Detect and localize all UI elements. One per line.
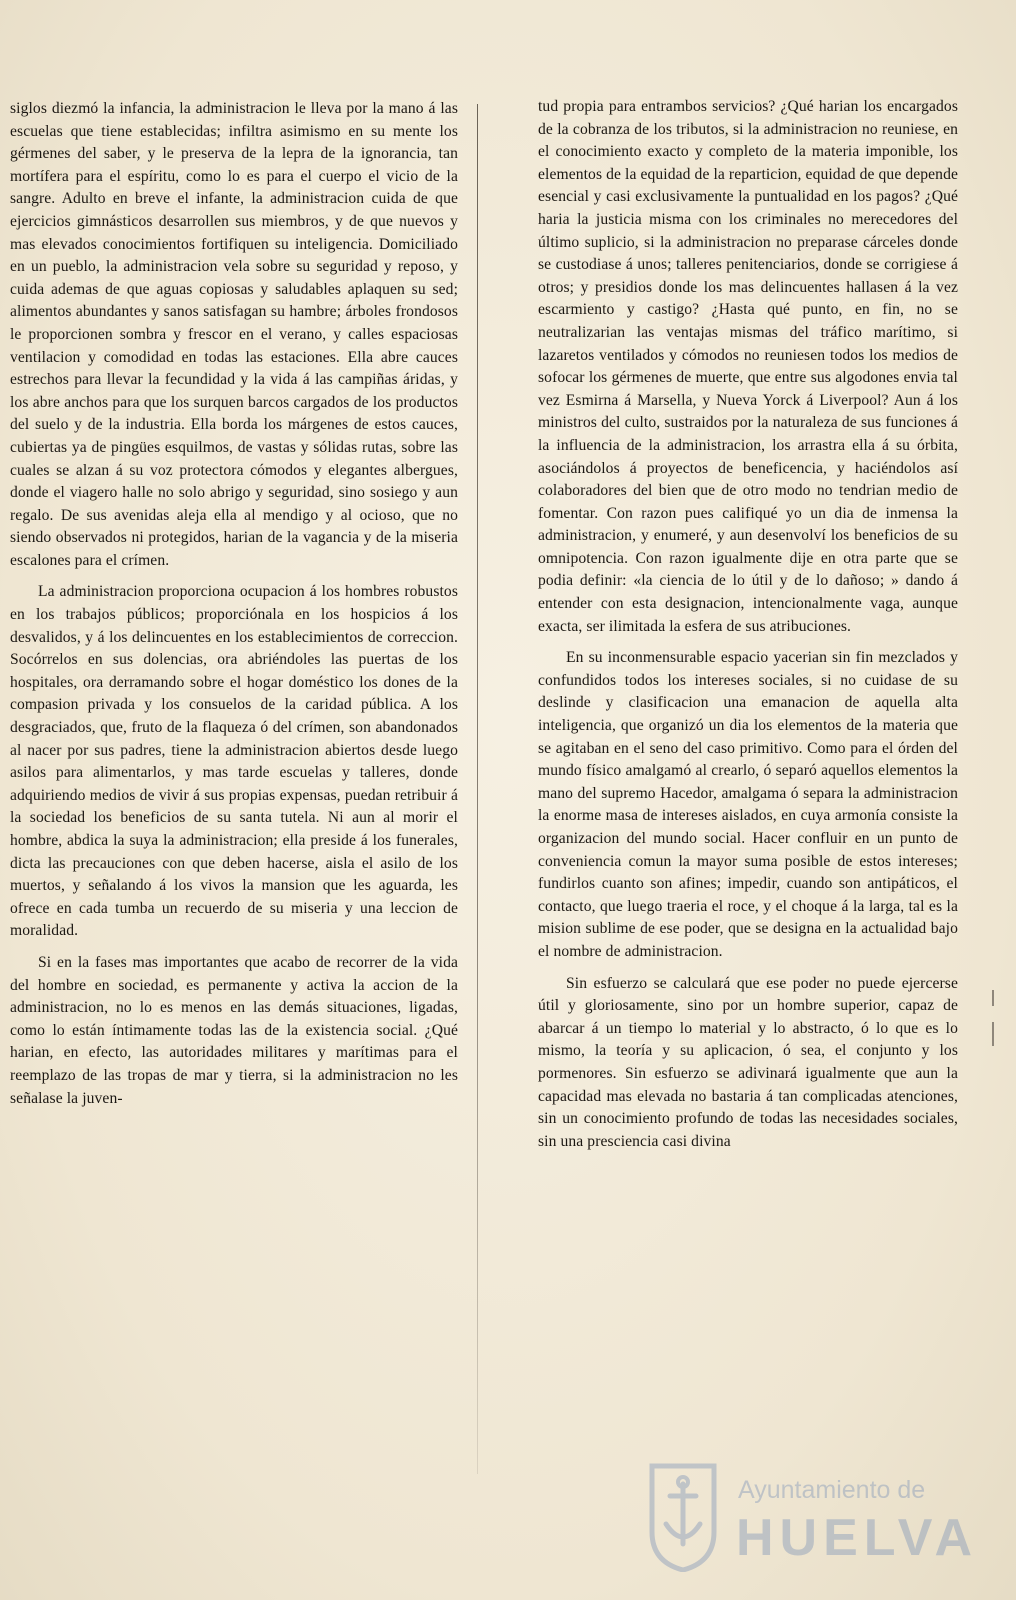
left-paragraph-3: Si en la fases mas importantes que acabo de recorrer de la vida del hombre en sociedad, es permanente y activa la accion de la administracion, no lo es menos en las demás situaciones, ligadas, como lo están íntimamente todas las de la existencia social. ¿Qué harian, en efecto, las autoridades militares y marítimas para el reemplazo de las tropas de mar y tierra, si la administracion no les señalase la juven- [10, 953, 458, 1107]
left-paragraph-1: siglos diezmó la infancia, la administracion le lleva por la mano á las escuelas que tiene establecidas; infiltra asimismo en su mente los gérmenes del saber, y le preserva de la lepra de la ignorancia, tan mortífera para el espíritu, como lo es para el cuerpo el vicio de la sangre. Adulto en breve el infante, la administracion cuida de que ejercicios gimnásticos desarrollen sus miembros, y de que nuevos y mas elevados conocimientos fortifiquen su inteligencia. Domiciliado en un pueblo, la administracion vela sobre su seguridad y reposo, y cuida ademas de que aguas copiosas y saludables aplaquen su sed; alimentos abundantes y sanos satisfagan su hambre; árboles frondosos le proporcionen sombra y frescor en el verano, y calles espaciosas ventilacion y comodidad en todas las estaciones. Ella abre cauces estrechos para llevar la fecundidad y la vida á las campiñas áridas, y los abre anchos para que los surquen barcos cargados de los productos del suelo y de la industria. Ella borda los márgenes de estos cauces, cubiertas ya de pingües esquilmos, de vastas y sólidas rutas, sobre las cuales se alzan á su voz protectora cómodos y elegantes albergues, donde el viagero halle no solo abrigo y seguridad, sino sosiego y aun regalo. De sus avenidas aleja ella al mendigo y al ocioso, que no siendo observados ni protegidos, harian de la vagancia y de la miseria escalones para el crímen. [10, 100, 458, 569]
right-paragraph-2: En su inconmensurable espacio yacerian sin fin mezclados y confundidos todos los intereses sociales, si no cuidase de su deslinde y clasificacion una emanacion de aquella alta inteligencia, que organizó un dia los elementos de la materia que se agitaban en el seno del caso primitivo. Como para el órden del mundo físico amalgamó al crearlo, ó separó aquellos elementos la mano del supremo Hacedor, amalgama ó separa la administracion la enorme masa de intereses aislados, en cuya armonía consiste la organizacion del mundo social. Hacer confluir en un punto de conveniencia comun la mayor suma posible de estos intereses; fundirlos cuanto son afines; impedir, cuando son antipáticos, el contacto, que luego traeria el roce, y el choque á la larga, tal es la mision sublime de ese poder, que se designa en la actualidad bajo el nombre de administracion. [538, 649, 958, 960]
right-paragraph-3: Sin esfuerzo se calculará que ese poder no puede ejercerse útil y gloriosamente, sino por un hombre superior, capaz de abarcar á un tiempo lo material y lo abstracto, ó lo que es lo mismo, la teoría y su aplicacion, ó sea, el conjunto y los pormenores. Sin esfuerzo se adivinará igualmente que aun la capacidad mas elevada no bastaria á tan complicadas atenciones, sin un conocimiento profundo de todas las necesidades sociales, sin una presciencia casi divina [538, 974, 958, 1150]
margin-mark [992, 990, 994, 1006]
right-text-column [538, 96, 958, 1162]
huelva-shield-icon [648, 1462, 718, 1572]
watermark-line-2: HUELVA [736, 1509, 979, 1567]
right-paragraph-1: tud propia para entrambos servicios? ¿Qué harian los encargados de la cobranza de los tributos, si la administracion no reuniese, en el conocimiento exacto y completo de la materia imponible, los elementos de la equidad de la reparticion, equidad de que depende esencial y casi exclusivamente la puntualidad en los pagos? ¿Qué haria la justicia misma con los criminales no merecedores del último suplicio, si la administracion no preparase cárceles donde se custodiase á unos; talleres penitenciarios, donde se corrigiese á otros; y presidios donde los mas delincuentes hallasen á la vez escarmiento y castigo? ¿Hasta qué punto, en fin, no se neutralizarian las ventajas mismas del tráfico marítimo, si lazaretos ventilados y cómodos no reuniesen todos los medios de sofocar los gérmenes de muerte, que entre sus algodones envia tal vez Esmirna á Marsella, y Nueva Yorck á Liverpool? Aun á los ministros del culto, sustraidos por la naturaleza de sus funciones á la influencia de la administracion, los arrastra ella á su órbita, asociándolos á proyectos de beneficencia, y haciéndolos así colaboradores del bien que de otro modo no tendrian medio de fomentar. Con razon pues califiqué yo un dia de inmensa la administracion, y enumeré, y aun desenvolví los beneficios de su omnipotencia. Con razon igualmente dije en otra parte que se podia definir: «la ciencia de lo útil y de lo dañoso; » dando á entender con esta designacion, intencionalmente vaga, aunque exacta, ser ilimitada la esfera de sus atribuciones. [538, 98, 958, 635]
ayuntamiento-watermark [628, 1462, 979, 1578]
left-text-column [10, 98, 458, 1119]
watermark-line-1: Ayuntamiento de [738, 1476, 926, 1504]
margin-mark [992, 1022, 994, 1046]
column-divider [477, 104, 478, 1474]
left-paragraph-2: La administracion proporciona ocupacion á los hombres robustos en los trabajos públicos; proporciónala en los hospicios á los desvalidos, y á los delincuentes en los establecimientos de correccion. Socórrelos en sus dolencias, ora abriéndoles las puertas de los hospitales, ora derramando sobre el hogar doméstico los dones de la compasion privada y los consuelos de la caridad pública. A los desgraciados, que, fruto de la flaqueza ó del crímen, son abandonados al nacer por sus padres, tiene la administracion abiertos desde luego asilos para alimentarlos, y mas tarde escuelas y talleres, donde adquiriendo medios de vivir á sus propias expensas, puedan retribuir á la sociedad los beneficios de su santa tutela. Ni aun al morir el hombre, abdica la suya la administracion; ella preside á los funerales, dicta las precauciones con que deben hacerse, aisla el asilo de los muertos, y señalando á los vivos la mansion que les aguarda, les ofrece en cada tumba un recuerdo de su miseria y una leccion de moralidad. [10, 583, 458, 940]
